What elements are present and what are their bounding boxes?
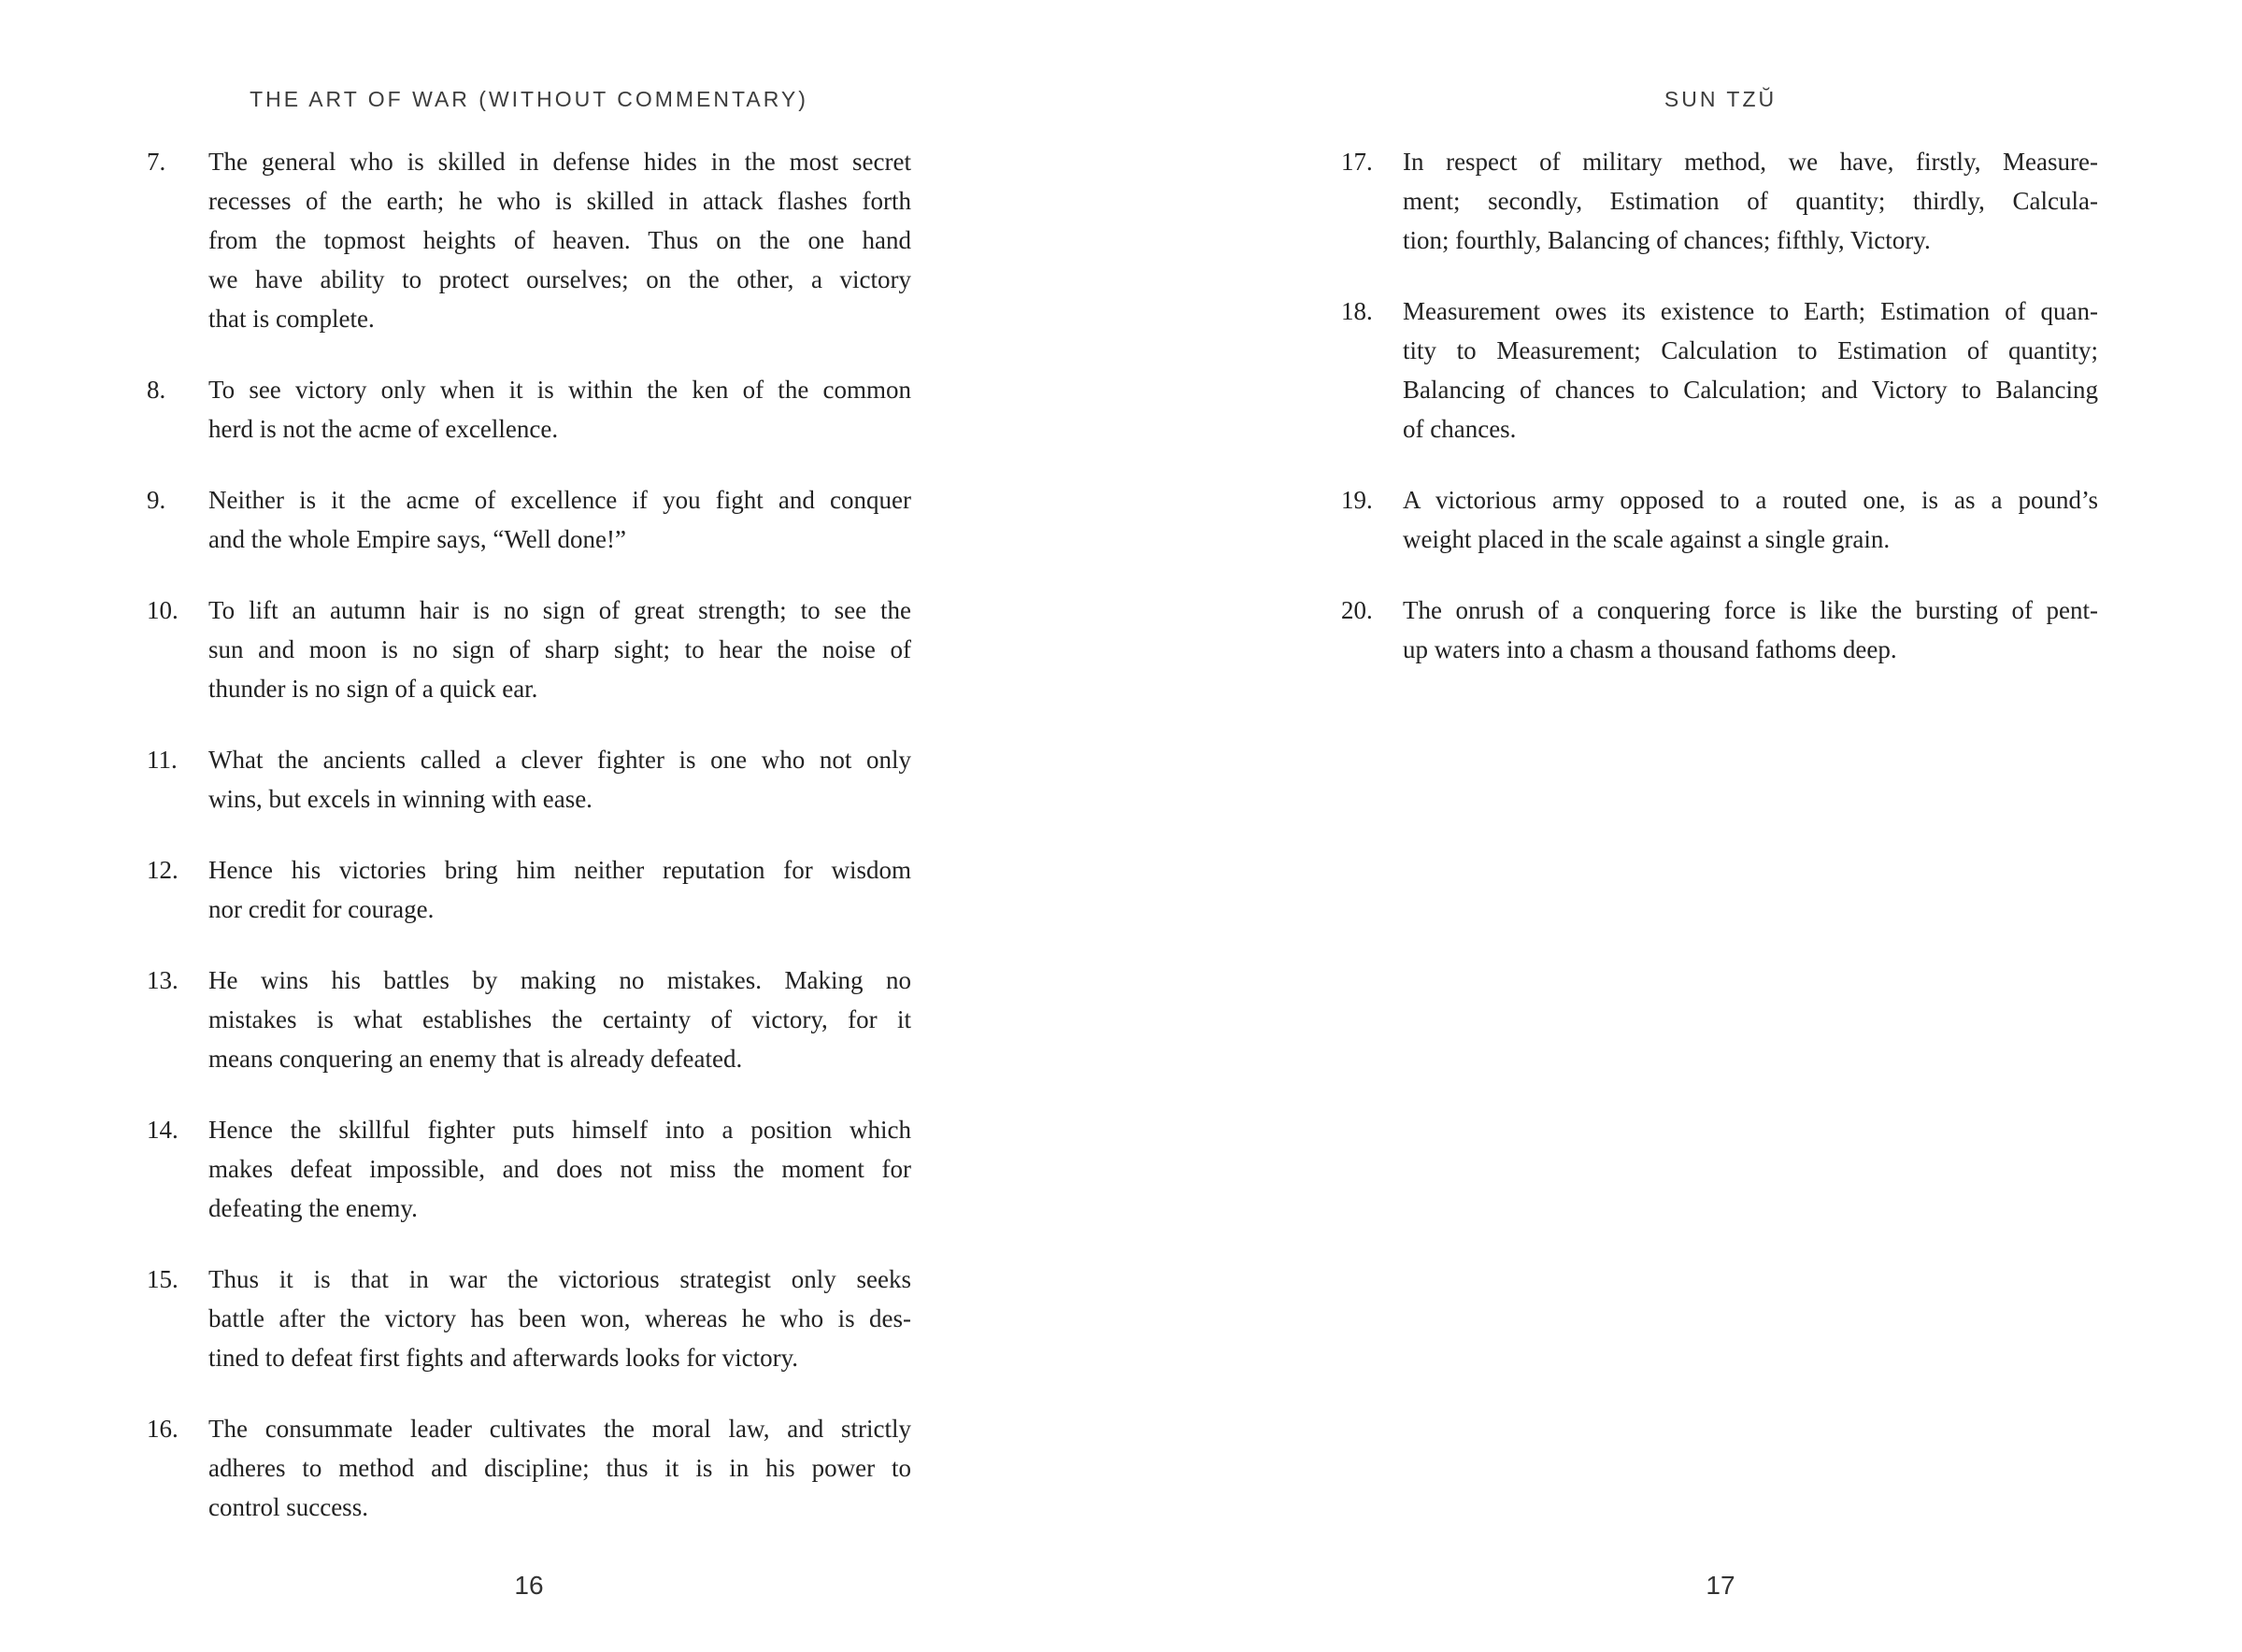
text-line: Thus it is that in war the victorious strategist only seeks	[208, 1265, 911, 1293]
text-line: adheres to method and discipline; thus it is in his power to	[208, 1454, 911, 1482]
item-number: 15.	[147, 1265, 179, 1293]
text-line: sun and moon is no sign of sharp sight; to hear the noise of	[208, 635, 911, 663]
item-text	[1403, 591, 2098, 669]
list-item	[147, 1409, 913, 1527]
text-line: up waters into a chasm a thousand fathoms deep.	[1403, 635, 1897, 663]
item-text	[1403, 142, 2098, 260]
item-text	[208, 1260, 911, 1377]
item-number: 16.	[147, 1415, 179, 1443]
text-line: herd is not the acme of excellence.	[208, 415, 559, 443]
item-number: 11.	[147, 746, 178, 774]
text-line: mistakes is what establishes the certainty of victory, for it	[208, 1005, 911, 1033]
text-line: control success.	[208, 1493, 368, 1521]
item-text	[208, 740, 911, 819]
item-number: 18.	[1341, 297, 1373, 325]
text-line: weight placed in the scale against a single grain.	[1403, 525, 1891, 553]
item-text	[208, 480, 911, 559]
text-line: makes defeat impossible, and does not miss the moment for	[208, 1155, 911, 1183]
item-number: 12.	[147, 856, 179, 884]
list-item	[1341, 480, 2100, 559]
item-text	[208, 370, 911, 449]
left-page-number: 16	[514, 1571, 544, 1600]
item-number: 13.	[147, 966, 179, 994]
text-line: Hence the skillful fighter puts himself into a position which	[208, 1116, 911, 1144]
list-item	[147, 1260, 913, 1377]
item-number: 9.	[147, 486, 166, 514]
list-item	[147, 961, 913, 1078]
list-item	[147, 480, 913, 559]
list-item	[1341, 591, 2100, 669]
text-line: A victorious army opposed to a routed one, is as a pound’s	[1403, 486, 2098, 514]
text-line: He wins his battles by making no mistakes. Making no	[208, 966, 911, 994]
text-line: To lift an autumn hair is no sign of great strength; to see the	[208, 596, 911, 624]
text-line: that is complete.	[208, 305, 375, 333]
text-line: defeating the enemy.	[208, 1194, 418, 1222]
item-text	[208, 1110, 911, 1228]
item-text	[208, 591, 911, 708]
text-line: What the ancients called a clever fighter is one who not only	[208, 746, 911, 774]
text-line: tined to defeat first fights and afterwards looks for victory.	[208, 1344, 799, 1372]
text-line: we have ability to protect ourselves; on the other, a victory	[208, 265, 911, 293]
right-page-number: 17	[1706, 1571, 1735, 1600]
text-line: tion; fourthly, Balancing of chances; fifthly, Victory.	[1403, 226, 1931, 254]
item-text	[208, 850, 911, 929]
text-line: from the topmost heights of heaven. Thus on the one hand	[208, 226, 911, 254]
item-number: 20.	[1341, 596, 1373, 624]
left-page-items	[147, 142, 913, 1559]
list-item	[147, 142, 913, 338]
list-item	[147, 591, 913, 708]
text-line: battle after the victory has been won, whereas he who is des-	[208, 1304, 911, 1332]
list-item	[147, 850, 913, 929]
text-line: nor credit for courage.	[208, 895, 435, 923]
text-line: To see victory only when it is within the ken of the common	[208, 376, 911, 404]
text-line: and the whole Empire says, “Well done!”	[208, 525, 626, 553]
item-text	[1403, 292, 2098, 449]
item-number: 8.	[147, 376, 166, 404]
item-text	[1403, 480, 2098, 559]
text-line: Measurement owes its existence to Earth; Estimation of quan-	[1403, 297, 2098, 325]
text-line: recesses of the earth; he who is skilled in attack flashes forth	[208, 187, 911, 215]
text-line: ment; secondly, Estimation of quantity; thirdly, Calcula-	[1403, 187, 2098, 215]
item-number: 19.	[1341, 486, 1373, 514]
text-line: wins, but excels in winning with ease.	[208, 785, 593, 813]
text-line: The consummate leader cultivates the moral law, and strictly	[208, 1415, 911, 1443]
text-line: The onrush of a conquering force is like the bursting of pent-	[1403, 596, 2098, 624]
item-number: 10.	[147, 596, 179, 624]
right-running-head: SUN TZŬ	[1664, 87, 1778, 111]
text-line: The general who is skilled in defense hides in the most secret	[208, 148, 911, 176]
item-text	[208, 1409, 911, 1527]
text-line: of chances.	[1403, 415, 1517, 443]
text-line: Balancing of chances to Calculation; and Victory to Balancing	[1403, 376, 2098, 404]
list-item	[1341, 292, 2100, 449]
left-running-head: THE ART OF WAR (WITHOUT COMMENTARY)	[250, 87, 808, 111]
text-line: means conquering an enemy that is already defeated.	[208, 1045, 743, 1073]
text-line: Hence his victories bring him neither reputation for wisdom	[208, 856, 911, 884]
item-text	[208, 142, 911, 338]
item-text	[208, 961, 911, 1078]
item-number: 7.	[147, 148, 166, 176]
item-number: 14.	[147, 1116, 179, 1144]
list-item	[147, 370, 913, 449]
item-number: 17.	[1341, 148, 1373, 176]
text-line: In respect of military method, we have, firstly, Measure-	[1403, 148, 2098, 176]
list-item	[1341, 142, 2100, 260]
list-item	[147, 1110, 913, 1228]
text-line: thunder is no sign of a quick ear.	[208, 675, 538, 703]
text-line: tity to Measurement; Calculation to Estimation of quantity;	[1403, 336, 2098, 364]
right-page-items	[1341, 142, 2100, 701]
text-line: Neither is it the acme of excellence if you fight and conquer	[208, 486, 911, 514]
list-item	[147, 740, 913, 819]
